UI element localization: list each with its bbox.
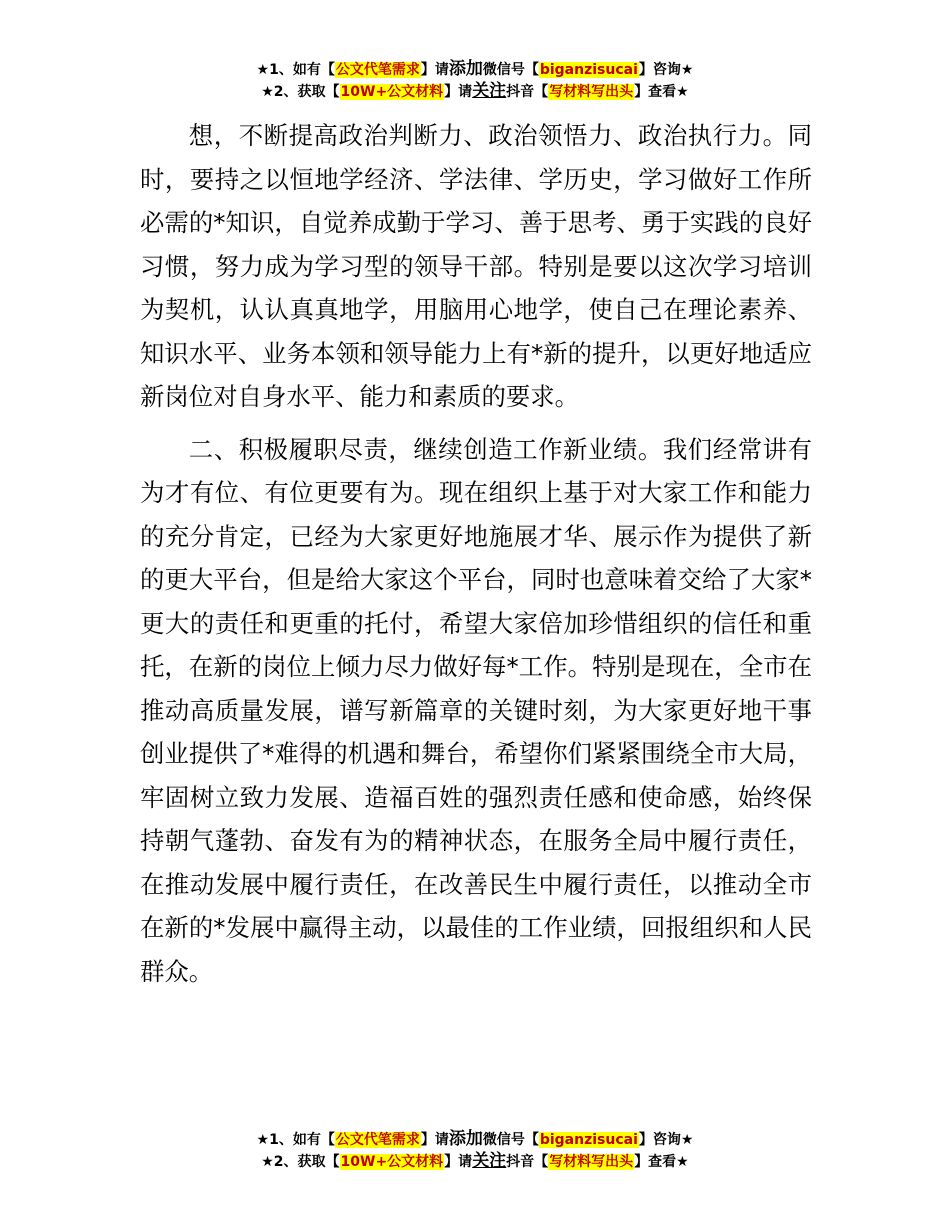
footer-banner <box>0 1129 950 1173</box>
banner-highlight: 10W+公文材料 <box>340 84 444 100</box>
banner-highlight: 写材料写出头 <box>549 84 634 100</box>
banner-text: 微信号【 <box>482 1132 539 1148</box>
banner-highlight: biganzisucai <box>539 1132 638 1148</box>
banner-highlight: 10W+公文材料 <box>340 1154 444 1170</box>
document-body <box>140 114 812 993</box>
banner-emphasis: 关注 <box>472 81 507 101</box>
banner-text: 抖音【 <box>506 84 549 100</box>
body-paragraph: 二、积极履职尽责，继续创造工作新业绩。我们经常讲有为才有位、有位更要有为。现在组织上基于对大家工作和能力的充分肯定，已经为大家更好地施展才华、展示作为提供了新的更大平台，但是给大家这个平台，同时也意味着交给了大家*更大的责任和更重的托付，希望大家倍加珍惜组织的信任和重托，在新的岗位上倾力尽力做好每*工作。特别是现在，全市在推动高质量发展，谱写新篇章的关键时刻，为大家更好地干事创业提供了*难得的机遇和舞台，希望你们紧紧围绕全市大局，牢固树立致力发展、造福百姓的强烈责任感和使命感，始终保持朝气蓬勃、奋发有为的精神状态，在服务全局中履行责任，在推动发展中履行责任，在改善民生中履行责任，以推动全市在新的*发展中赢得主动，以最佳的工作业绩，回报组织和人民群众。 <box>140 434 812 986</box>
banner-text: 】请 <box>444 84 473 100</box>
banner-text: 】查看★ <box>634 84 689 100</box>
banner-text: 】请 <box>420 1132 449 1148</box>
banner-emphasis: 添加 <box>448 1129 483 1149</box>
banner-emphasis: 关注 <box>472 1151 507 1171</box>
banner-text: ★2、获取【 <box>261 84 340 100</box>
banner-text: 】咨询★ <box>638 62 694 78</box>
body-paragraph: 想，不断提高政治判断力、政治领悟力、政治执行力。同时，要持之以恒地学经济、学法律、学历史，学习做好工作所必需的*知识，自觉养成勤于学习、善于思考、勇于实践的良好习惯，努力成为学习型的领导干部。特别是要以这次学习培训为契机，认认真真地学，用脑用心地学，使自己在理论素养、知识水平、业务本领和领导能力上有*新的提升，以更好地适应新岗位对自身水平、能力和素质的要求。 <box>140 121 812 411</box>
banner-line-1 <box>0 59 950 81</box>
banner-text: 】查看★ <box>634 1154 689 1170</box>
banner-line-2 <box>0 1151 950 1173</box>
banner-text: 】咨询★ <box>638 1132 694 1148</box>
banner-text: 】请 <box>444 1154 473 1170</box>
banner-highlight: 公文代笔需求 <box>335 62 420 78</box>
banner-line-2 <box>0 81 950 103</box>
banner-text: ★2、获取【 <box>261 1154 340 1170</box>
banner-text: ★1、如有【 <box>256 1132 335 1148</box>
banner-text: 抖音【 <box>506 1154 549 1170</box>
banner-highlight: 写材料写出头 <box>549 1154 634 1170</box>
banner-line-1 <box>0 1129 950 1151</box>
banner-highlight: 公文代笔需求 <box>335 1132 420 1148</box>
banner-text: 微信号【 <box>482 62 539 78</box>
banner-text: 】请 <box>420 62 449 78</box>
banner-text: ★1、如有【 <box>256 62 335 78</box>
header-banner <box>0 59 950 103</box>
banner-emphasis: 添加 <box>448 59 483 79</box>
banner-highlight: biganzisucai <box>539 62 638 78</box>
